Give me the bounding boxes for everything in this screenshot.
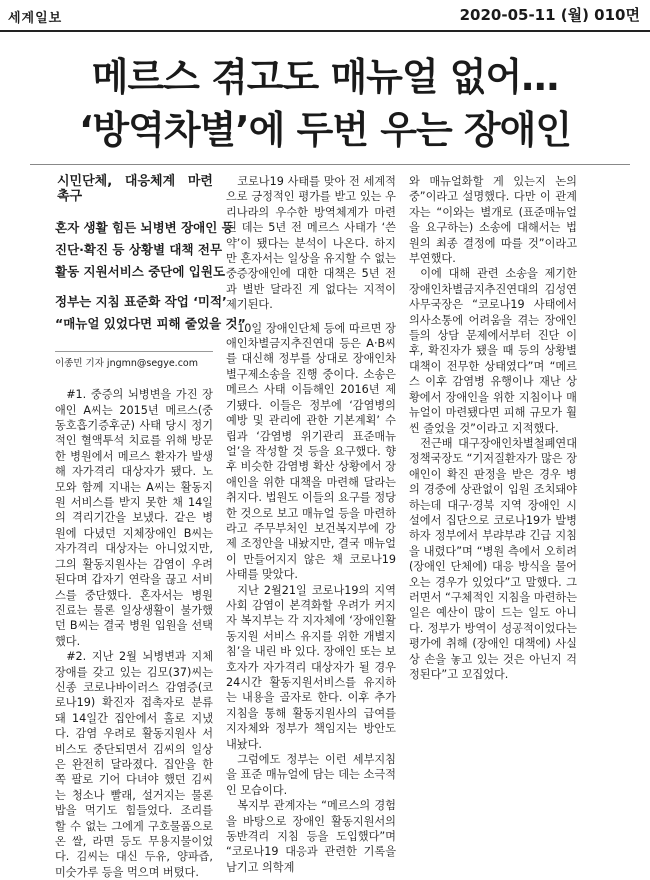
newspaper-name: 세계일보: [8, 11, 63, 26]
article-paragraph: 와 매뉴얼화할 게 있는지 논의 중”이라고 설명했다. 다만 이 관계자는 “이와는 별개로 (표준매뉴얼을 요구하는) 소송에 대해서는 법원의 최종 결정에 따를 것”이라고 부연했다.: [409, 175, 577, 266]
subheadline: 활동 지원서비스 중단에 입원도: [55, 263, 226, 279]
article-column-2: [226, 174, 396, 875]
kicker: 시민단체, 대응체계 마련 촉구: [57, 174, 213, 205]
byline-divider: [55, 351, 213, 352]
headline-divider: [30, 164, 630, 165]
article-paragraph: #1. 중증의 뇌병변을 가진 장애인 A씨는 2015년 메르스(중동호흡기증후군) 사태 당시 정기적인 혈액투석 치료를 위해 방문한 병원에서 메르스 환자가 발생해 자가격리 대상자가 됐다. 노모와 함께 지내는 A씨는 활동지원 서비스를 받지 못한 채 14일의 격리기간을 보냈다. 같은 병원에 다녔던 지체장애인 B씨는 자가격리 대상자는 아니었지만, 그의 활동지원사는 감염이 우려된다며 갑자기 연락을 끊고 서비스를 중단했다. 혼자서는 병원 진료는 물론 일상생활이 불가했던 B씨는 결국 병원 입원을 선택했다.: [55, 388, 213, 648]
headline-line-1: 메르스 겪고도 매뉴얼 없어…: [91, 55, 559, 99]
byline: 이종민 기자 jngmn@segye.com: [55, 357, 198, 369]
subheadline: 혼자 생활 힘든 뇌병변 장애인 등: [55, 219, 234, 235]
article-column-1: [55, 174, 246, 880]
article-paragraph: 지난 2월21일 코로나19의 지역사회 감염이 본격화할 우려가 커지자 복지부는 각 지자체에 ‘장애인활동지원 서비스 유지를 위한 개별지침’을 내린 바 있다. 장애인 또는 보호자가 자가격리 대상자가 될 경우 24시간 활동지원서비스를 유지하는 내용을 골자로 한다. 이후 추가 지침을 통해 활동지원사의 급여를 지자체와 정부가 책임지는 방안도 내놨다.: [226, 583, 396, 751]
article-paragraph: #2. 지난 2월 뇌병변과 지체장애를 갖고 있는 김모(37)씨는 신종 코로나바이러스 감염증(코로나19) 확진자 접촉자로 분류돼 14일간 집안에서 홀로 지냈다. 감염 우려로 활동지원사 서비스도 중단되면서 김씨의 일상은 완전히 달라졌다. 집안을 한쪽 팔로 기어 다녀야 했던 김씨는 청소나 빨래, 설거지는 물론 밥을 먹기도 힘들었다. 조리를 할 수 없는 그에게 구호물품으로 온 쌀, 라면 등도 무용지물이었다. 김씨는 대신 두유, 양파즙, 미숫가루 등을 먹으며 버텼다.: [55, 650, 213, 879]
publication-date-page: 2020-05-11 (월) 010면: [459, 6, 640, 24]
article-paragraph: 전근배 대구장애인차별철폐연대 정책국장도 “기저질환자가 많은 장애인이 확진 판정을 받은 경우 병의 경중에 상관없이 입원 조치돼야 하는데 대구·경북 지역 장애인 시설에서 집단으로 코로나19가 발병하자 정부에서 부랴부랴 긴급 지침을 내렸다”며 “병원 측에서 오히려 (장애인 단체에) 대응 방식을 물어오는 경우가 있었다”고 말했다. 그러면서 “구체적인 지침을 마련하는 일은 예산이 많이 드는 일도 아니다. 정부가 방역이 성공적이었다는 평가에 취해 (장애인 대책에) 사실상 손을 놓고 있는 것은 아닌지 걱정된다”고 꼬집었다.: [409, 436, 577, 681]
article-paragraph: 코로나19 사태를 맞아 전 세계적으로 긍정적인 평가를 받고 있는 우리나라의 우수한 방역체계가 마련된 데는 5년 전 메르스 사태가 ‘쓴 약’이 됐다는 분석이 나온다. 하지만 혼자서는 일상을 유지할 수 없는 중증장애인에 대한 대책은 5년 전과 별반 달라진 게 없다는 지적이 제기된다.: [226, 175, 396, 312]
subheadline-group: [55, 217, 246, 335]
article-paragraph: 복지부 관계자는 “메르스의 경험을 바탕으로 장애인 활동지원서의 동반격리 지침 등을 도입했다”며 “코로나19 대응과 관련한 기록을 남기고 의학계: [226, 799, 396, 874]
masthead: [0, 0, 650, 32]
subheadline: “매뉴얼 있었다면 피해 줄었을 것”: [55, 315, 246, 331]
article-paragraph: 이에 대해 관련 소송을 제기한 장애인차별금지추진연대의 김성연 사무국장은 “코로나19 사태에서 의사소통에 어려움을 겪는 장애인들의 상담 문제에서부터 진단 이후, 확진자가 됐을 때 등의 상황별 대책이 전무한 상태였다”며 “메르스 이후 감염병 유행이나 재난 상황에서 장애인을 위한 지침이나 매뉴얼이 마련됐다면 피해 규모가 훨씬 줄었을 것”이라고 지적했다.: [409, 267, 577, 435]
headline-line-2: ‘방역차별’에 두번 우는 장애인: [78, 108, 572, 152]
article-paragraph: 10일 장애인단체 등에 따르면 장애인차별금지추진연대 등은 A·B씨를 대신해 정부를 상대로 장애인차별구제소송을 진행 중이다. 소송은 메르스 사태 이듬해인 2016년 제기됐다. 이들은 정부에 ‘감염병의 예방 및 관리에 관한 기본계획’ 수립과 ‘감염병 위기관리 표준매뉴얼’을 작성할 것 등을 요구했다. 향후 비슷한 감염병 확산 상황에서 장애인을 위한 대책을 마련해 달라는 취지다. 법원도 이들의 요구를 정당한 것으로 보고 매뉴얼 등을 마련하라고 주무부처인 보건복지부에 강제 조정안을 내놨지만, 결국 매뉴얼이 만들어지지 않은 채 코로나19 사태를 맞았다.: [226, 321, 396, 582]
subheadline: 정부는 지침 표준화 작업 ‘미적’: [55, 293, 227, 309]
article-paragraph: 그럼에도 정부는 이런 세부지침을 표준 매뉴얼에 담는 데는 소극적인 모습이다.: [226, 753, 396, 797]
subheadline: 진단·확진 등 상황별 대책 전무: [55, 241, 223, 257]
article-column-3: [409, 174, 577, 682]
